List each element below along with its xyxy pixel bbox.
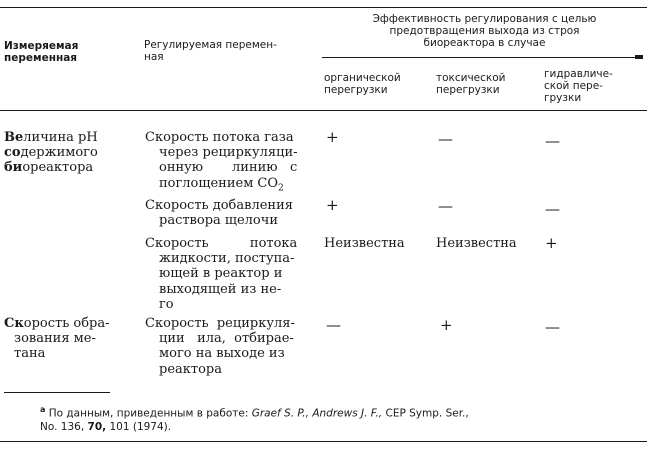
footnote-source: CEP Symp. Ser., [385,407,469,420]
header-group-rule [322,57,639,58]
row2-hydraulic [545,202,560,217]
header-controlled-variable-text: Регулируемая перемен- ная [144,39,277,63]
footnote-rule [4,392,110,393]
header-measured-variable-text: Измеряемая переменная [4,40,79,64]
row1-measured [4,130,139,176]
footnote-marker: a [40,405,46,414]
row4-measured-text: Скорость обра- зования ме- тана [4,316,110,362]
footnote-volume: 70, [87,420,107,433]
subheader-toxic [436,72,536,96]
row4-measured [4,316,139,362]
row3-hydraulic [545,236,558,251]
row4-toxic-value: + [440,316,453,334]
row4-organic [326,318,341,333]
subheader-hydraulic [544,68,644,104]
subheader-hydraulic-text: гидравличе- ской пере- грузки [544,68,613,104]
subheader-organic-text: органической перегрузки [324,72,401,96]
footnote-authors: Graef S. P., Andrews J. F., [251,407,383,420]
row1-measured-text: Величина рН содержимого биореактора [4,130,98,176]
row4-toxic [440,318,453,333]
footnote-no-label: No. [40,420,58,433]
row4-hydraulic-value: — [545,318,560,336]
row3-controlled [145,236,321,312]
header-controlled-variable [144,39,314,63]
row2-hydraulic-value: — [545,200,560,218]
row4-organic-value: — [326,316,341,334]
subheader-organic [324,72,424,96]
row1-organic [326,130,339,145]
footnote-no-value: 136, [60,420,85,433]
row1-hydraulic [545,134,560,149]
row1-hydraulic-value: — [545,132,560,150]
subheader-toxic-text: токсической перегрузки [436,72,506,96]
header-bottom-rule [0,110,647,111]
row1-toxic [438,132,453,147]
footnote-prefix: По данным, приведенным в работе: [48,407,249,420]
row3-hydraulic-value: + [545,234,558,252]
row2-toxic-value: — [438,197,453,215]
row2-toxic [438,199,453,214]
row2-organic [326,198,339,213]
row3-toxic-value: Неизвестна [436,236,517,251]
row3-organic [324,236,405,251]
table-top-rule [0,7,647,8]
row4-controlled-text: Скорость рециркуля- ции ила, отбирае- мого на выходе из реактора [145,316,295,377]
row4-hydraulic [545,320,560,335]
footnote [40,403,640,434]
header-efficiency-group-text: Эффективность регулирования с целью предотвращения выхода из строя биореактора в случае [372,13,597,49]
page-bottom-rule [0,441,647,442]
row3-controlled-text: Скорость потока жидкости, поступа- ющей в реактор и выходящей из не- го [145,236,298,312]
row4-controlled [145,316,321,377]
row2-controlled-text: Скорость добавления раствора щелочи [145,198,293,229]
row1-toxic-value: — [438,130,453,148]
row2-controlled [145,198,321,228]
row1-organic-value: + [326,128,339,146]
row2-organic-value: + [326,196,339,214]
header-efficiency-group [322,13,647,49]
header-measured-variable [4,40,114,64]
row1-controlled-text: Скорость потока газа через рециркуляци- онную линию с поглощением $CO_2$ [145,130,298,194]
row3-organic-value: Неизвестна [324,236,405,251]
row3-toxic [436,236,517,251]
row1-controlled [145,130,321,196]
header-rule-tick [635,55,643,59]
footnote-pages: 101 (1974). [109,420,172,433]
